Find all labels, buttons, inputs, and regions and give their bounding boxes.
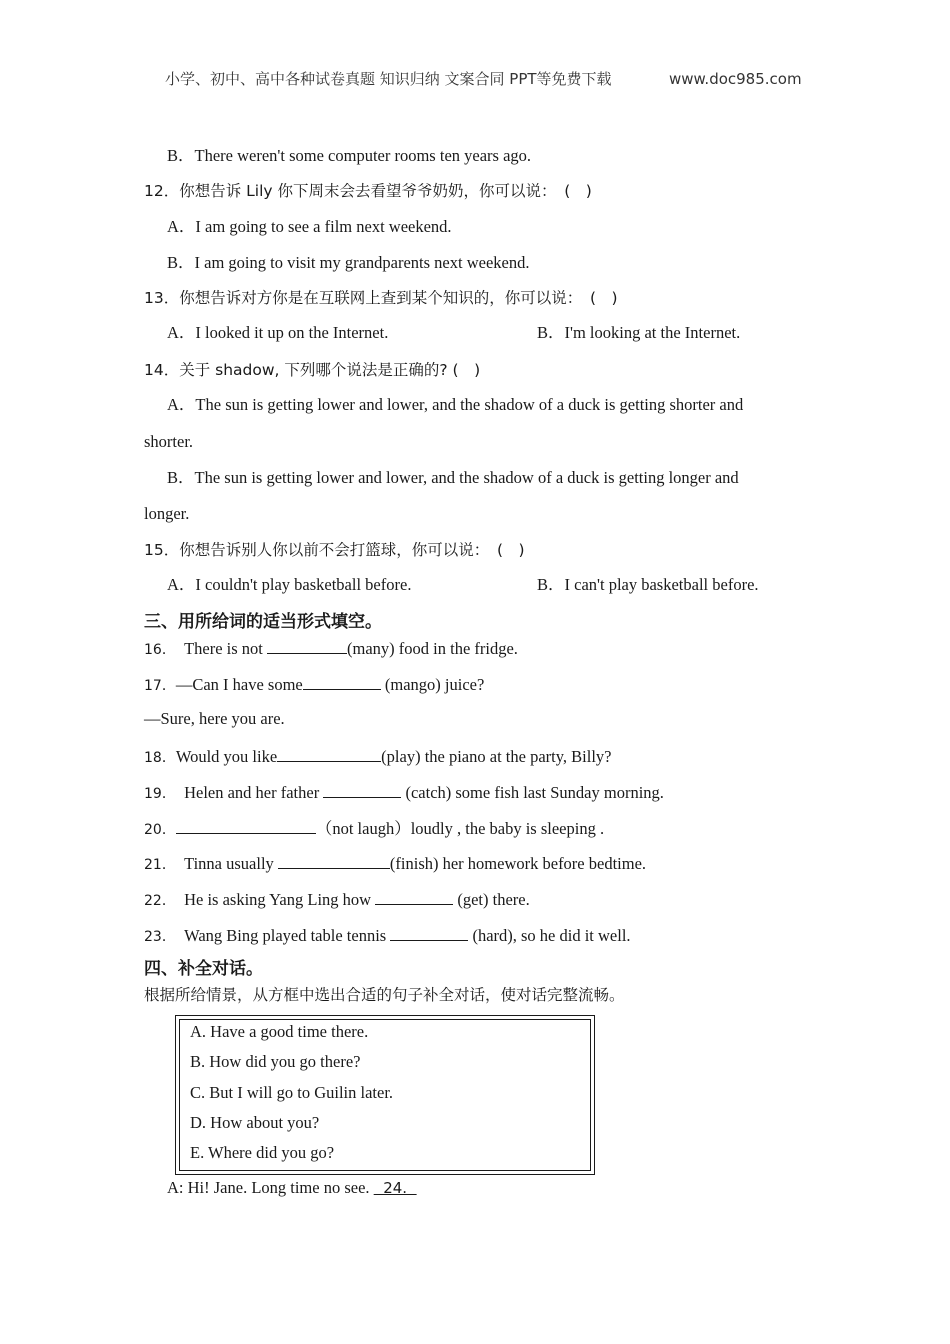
q13-option-a: A．I looked it up on the Internet. (167, 323, 389, 342)
dialogue-line-1 (167, 1177, 417, 1199)
question-number: 23． (144, 929, 176, 945)
option-d: D. How about you? (190, 1113, 320, 1132)
q15-option-a: A．I couldn't play basketball before. (167, 575, 412, 594)
question-text-after: (many) food in the fridge. (347, 639, 518, 658)
q15-option-b: B．I can't play basketball before. (537, 575, 759, 594)
fill-question-16 (144, 635, 518, 661)
option-b: B. How did you go there? (190, 1052, 361, 1071)
question-text-after: (mango) juice? (380, 675, 485, 694)
question-text-before: There is not (184, 639, 268, 658)
answer-blank-24[interactable]: 24. (373, 1179, 417, 1197)
q13-option-b: B．I'm looking at the Internet. (537, 323, 741, 342)
header-url: www.doc985.com (669, 70, 802, 88)
option-c: C. But I will go to Guilin later. (190, 1083, 394, 1102)
question-number: 21． (144, 857, 176, 873)
q14-stem: 14．关于 shadow, 下列哪个说法是正确的? ( ) (144, 361, 481, 379)
fill-question-22 (144, 886, 530, 912)
q11-option-b: B．There weren't some computer rooms ten years ago. (167, 146, 532, 165)
question-text-after: (catch) some fish last Sunday morning. (401, 783, 664, 802)
question-text-after: （not laugh）loudly , the baby is sleeping . (315, 819, 605, 838)
q14-option-b-line1: B．The sun is getting lower and lower, and the shadow of a duck is getting longer and (167, 468, 739, 487)
question-number: 20． (144, 822, 176, 838)
q17-reply: —Sure, here you are. (144, 709, 285, 728)
options-box-inner (179, 1019, 591, 1171)
q14-option-a-line1: A．The sun is getting lower and lower, and the shadow of a duck is getting shorter and (167, 395, 744, 414)
answer-blank[interactable] (323, 779, 401, 798)
q14-option-a-line2: shorter. (144, 432, 194, 451)
q14-option-b-line2: longer. (144, 504, 190, 523)
q12-option-a: A．I am going to see a film next weekend. (167, 217, 452, 236)
header-left-text: 小学、初中、高中各种试卷真题 知识归纳 文案合同 PPT等免费下载 (165, 70, 612, 88)
dialogue-text: A: Hi! Jane. Long time no see. (167, 1178, 374, 1197)
section-4-instruction: 根据所给情景，从方框中选出合适的句子补全对话，使对话完整流畅。 (144, 986, 625, 1004)
fill-question-18 (144, 743, 612, 769)
answer-blank[interactable] (278, 850, 390, 869)
answer-blank[interactable] (303, 671, 381, 690)
option-e: E. Where did you go? (190, 1143, 335, 1162)
question-text-after: (hard), so he did it well. (468, 926, 631, 945)
fill-question-17 (144, 671, 484, 697)
question-number: 19． (144, 786, 176, 802)
answer-blank[interactable] (176, 815, 316, 834)
q15-stem: 15．你想告诉别人你以前不会打篮球，你可以说： ( ) (144, 541, 525, 559)
fill-question-20 (144, 815, 604, 841)
q13-stem: 13．你想告诉对方你是在互联网上查到某个知识的，你可以说： ( ) (144, 289, 618, 307)
question-text-before: Wang Bing played table tennis (184, 926, 391, 945)
section-3-title: 三、用所给词的适当形式填空。 (144, 612, 382, 632)
answer-blank[interactable] (277, 743, 381, 762)
question-number: 22． (144, 893, 176, 909)
options-box (175, 1015, 595, 1175)
question-text-before: Would you like (175, 747, 278, 766)
q12-stem: 12．你想告诉 Lily 你下周末会去看望爷爷奶奶，你可以说： ( ) (144, 182, 592, 200)
question-number: 18． (144, 750, 176, 766)
fill-question-19 (144, 779, 664, 805)
answer-blank[interactable] (390, 922, 468, 941)
question-text-before: He is asking Yang Ling how (184, 890, 376, 909)
answer-blank[interactable] (375, 886, 453, 905)
option-a: A. Have a good time there. (190, 1022, 369, 1041)
question-text-after: (play) the piano at the party, Billy? (381, 747, 612, 766)
question-text-after: (get) there. (453, 890, 530, 909)
answer-blank[interactable] (267, 635, 347, 654)
question-number: 17． (144, 678, 176, 694)
question-text-before: Helen and her father (184, 783, 324, 802)
section-4-title: 四、补全对话。 (144, 959, 263, 979)
question-text-before: —Can I have some (175, 675, 303, 694)
q12-option-b: B．I am going to visit my grandparents next weekend. (167, 253, 530, 272)
question-number: 16． (144, 642, 176, 658)
fill-question-21 (144, 850, 646, 876)
fill-question-23 (144, 922, 631, 948)
question-text-before: Tinna usually (184, 854, 278, 873)
question-text-after: (finish) her homework before bedtime. (389, 854, 647, 873)
